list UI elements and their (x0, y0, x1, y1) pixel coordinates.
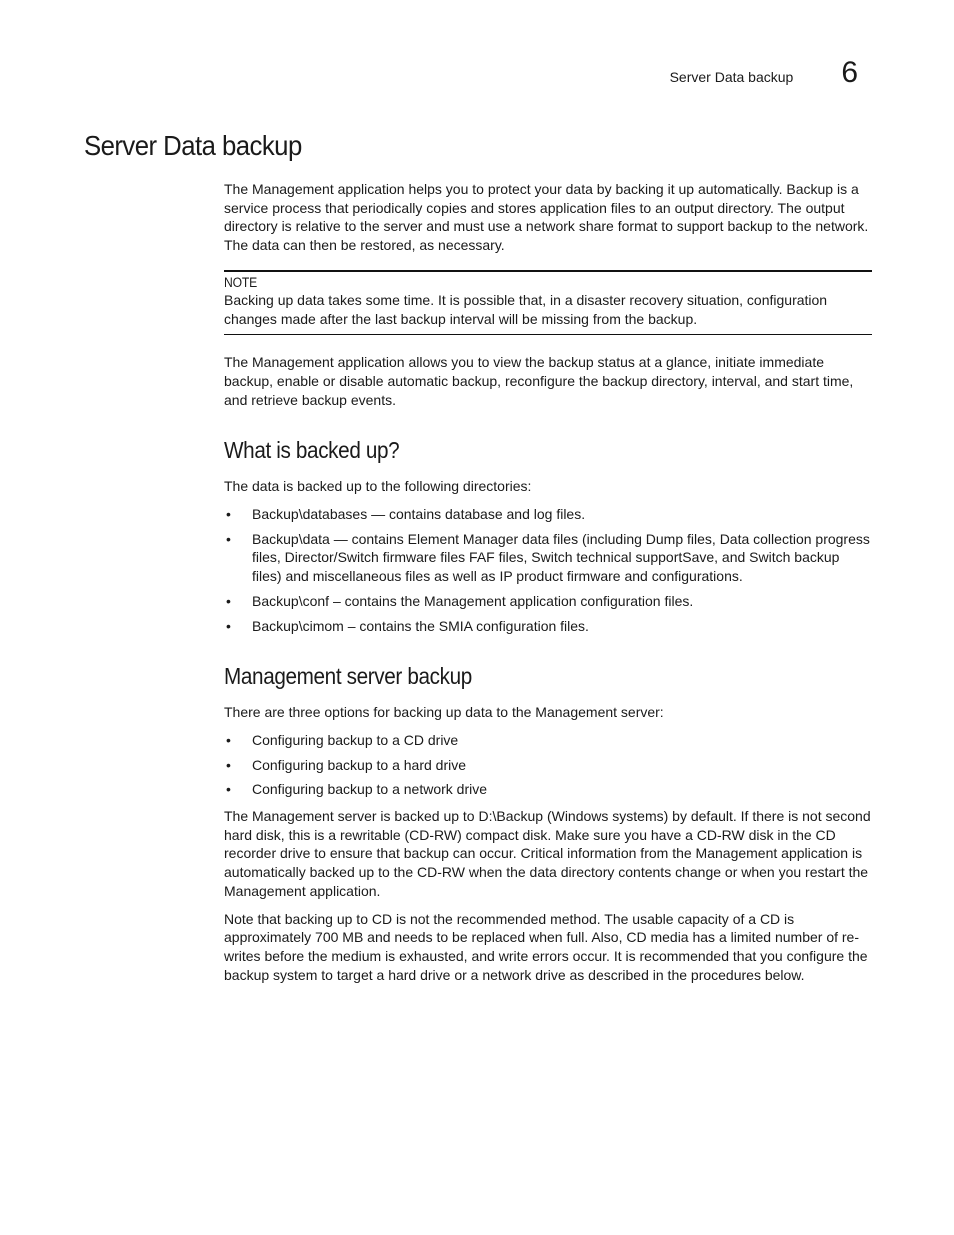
bullet-icon: • (226, 617, 231, 634)
list-item (224, 617, 872, 636)
backup-directories-list (224, 505, 872, 635)
list-item (224, 731, 872, 750)
bullet-icon: • (226, 592, 231, 609)
list-item (224, 756, 872, 775)
note-label: NOTE (224, 274, 258, 290)
list-item-text: Configuring backup to a CD drive (252, 731, 459, 748)
list-item (224, 592, 872, 611)
bullet-icon: • (226, 756, 231, 773)
default-backup-paragraph: The Management server is backed up to D:\Backup (Windows systems) by default. If there is not second hard disk, this is a rewritable (CD-RW) compact disk. Make sure you have a CD-RW disk in the CD recorder drive to ensure that backup can occur. Critical information from the Management application is automatically backed up to the CD-RW when the data directory contents change or when you restart the Management application. (224, 808, 871, 899)
overview-paragraph: The Management application allows you to view the backup status at a glance, initiate immediate backup, enable or disable automatic backup, reconfigure the backup directory, interval, and start time, and retrieve backup events. (224, 354, 854, 408)
list-item (224, 530, 872, 586)
chapter-number: 6 (841, 56, 858, 89)
note-box (224, 270, 872, 335)
main-content (224, 180, 872, 993)
section-heading-what-is-backed-up: What is backed up? (224, 437, 400, 464)
running-header-title: Server Data backup (669, 69, 794, 85)
section1-intro: The data is backed up to the following directories: (224, 478, 532, 495)
list-item-text: Backup\cimom – contains the SMIA configuration files. (252, 617, 589, 634)
list-item-text: Configuring backup to a hard drive (252, 756, 467, 773)
section2-intro: There are three options for backing up data to the Management server: (224, 704, 664, 721)
list-item-text: Backup\data — contains Element Manager data files (including Dump files, Data collection progress files, Director/Switch firmware files FAF files, Switch technical supportSave, and Switch backup files) and miscellaneous files as well as IP product firmware and configurations. (252, 530, 870, 585)
running-header (670, 58, 858, 88)
list-item-text: Backup\databases — contains database and log files. (252, 506, 586, 523)
list-item (224, 780, 872, 799)
bullet-icon: • (226, 506, 231, 523)
page-title: Server Data backup (84, 130, 302, 161)
list-item-text: Configuring backup to a network drive (252, 781, 488, 798)
bullet-icon: • (226, 731, 231, 748)
intro-paragraph: The Management application helps you to protect your data by backing it up automatically. Backup is a service process that periodically copies and stores application files to an output directory. The output directory is relative to the server and must use a network share format to support backup to the network. The data can then be restored, as necessary. (224, 181, 869, 254)
bullet-icon: • (226, 530, 231, 547)
bullet-icon: • (226, 781, 231, 798)
section-heading-management-server-backup: Management server backup (224, 663, 472, 690)
note-text: Backing up data takes some time. It is possible that, in a disaster recovery situation, configuration changes made after the last backup interval will be missing from the backup. (224, 291, 828, 327)
list-item-text: Backup\conf – contains the Management application configuration files. (252, 592, 694, 609)
list-item (224, 505, 872, 524)
cd-backup-paragraph: Note that backing up to CD is not the recommended method. The usable capacity of a CD is approximately 700 MB and needs to be replaced when full. Also, CD media has a limited number of re-writes before the medium is exhausted, and write errors occur. It is recommended that you configure the backup system to target a hard drive or a network drive as described in the procedures below. (224, 910, 868, 983)
backup-options-list (224, 731, 872, 799)
